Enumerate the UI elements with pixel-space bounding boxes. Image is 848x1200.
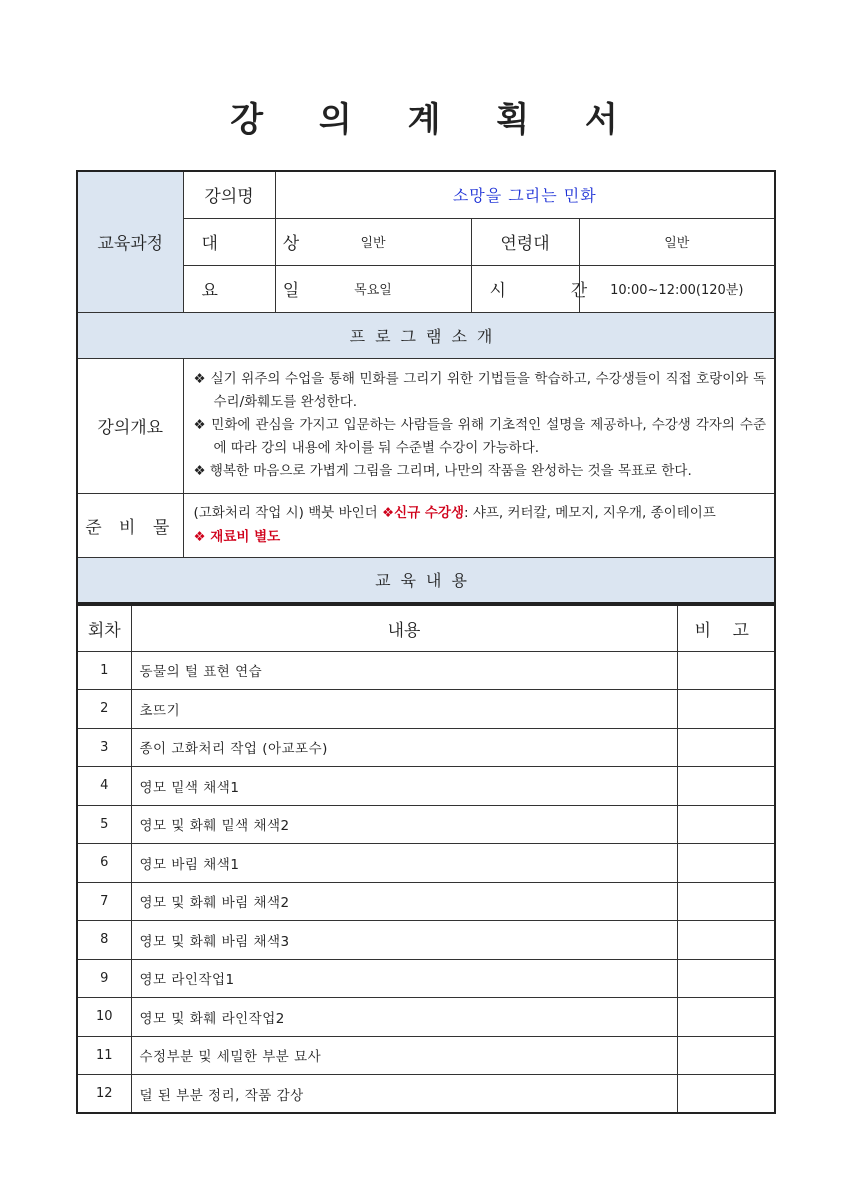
prep-new-items: : 샤프, 커터칼, 메모지, 지우개, 종이테이프 xyxy=(464,505,716,521)
day-value: 목요일 xyxy=(275,265,471,312)
session-note xyxy=(677,882,775,921)
column-session: 회차 xyxy=(77,605,131,651)
age-value: 일반 xyxy=(579,218,775,265)
prep-label: 준 비 물 xyxy=(77,493,183,557)
session-note xyxy=(677,844,775,883)
table-row xyxy=(77,1036,775,1075)
overview-item: ❖ 민화에 관심을 가지고 입문하는 사람들을 위해 기초적인 설명을 제공하나, 수강생 각자의 수준에 따라 강의 내용에 차이를 둬 수준별 수강이 가능하다. xyxy=(193,417,767,456)
page-title: 강 의 계 획 서 xyxy=(230,100,640,140)
table-row xyxy=(77,959,775,998)
age-label: 연령대 xyxy=(471,218,579,265)
column-content: 내용 xyxy=(131,605,677,651)
session-content: 영모 및 화훼 밑색 채색2 xyxy=(131,805,677,844)
session-note xyxy=(677,767,775,806)
session-number: 5 xyxy=(77,805,131,844)
session-number: 6 xyxy=(77,844,131,883)
overview-label: 강의개요 xyxy=(77,358,183,493)
session-number: 12 xyxy=(77,1075,131,1114)
session-number: 2 xyxy=(77,690,131,729)
session-note xyxy=(677,1036,775,1075)
day-label: 요 일 xyxy=(183,265,275,312)
session-note xyxy=(677,651,775,690)
session-note xyxy=(677,805,775,844)
course-name: 소망을 그리는 민화 xyxy=(275,171,775,218)
prep-fee: ❖ 재료비 별도 xyxy=(193,529,281,545)
time-value: 10:00~12:00(120분) xyxy=(579,265,775,312)
session-content: 영모 및 화훼 바림 채색2 xyxy=(131,882,677,921)
overview-list xyxy=(183,358,775,493)
session-number: 1 xyxy=(77,651,131,690)
time-label: 시 간 xyxy=(471,265,579,312)
session-number: 3 xyxy=(77,728,131,767)
course-info-table xyxy=(76,170,776,604)
target-value: 일반 xyxy=(275,218,471,265)
table-row xyxy=(77,921,775,960)
session-number: 7 xyxy=(77,882,131,921)
session-note xyxy=(677,1075,775,1114)
overview-item: ❖ 실기 위주의 수업을 통해 민화를 그리기 위한 기법들을 학습하고, 수강생들이 직접 호랑이와 독수리/화훼도를 완성한다. xyxy=(193,371,767,410)
session-content: 영모 및 화훼 바림 채색3 xyxy=(131,921,677,960)
session-number: 4 xyxy=(77,767,131,806)
session-table xyxy=(76,604,776,1114)
table-row xyxy=(77,690,775,729)
session-content: 종이 고화처리 작업 (아교포수) xyxy=(131,728,677,767)
session-number: 9 xyxy=(77,959,131,998)
content-header: 교육내용 xyxy=(77,557,775,603)
prep-cell xyxy=(183,493,775,557)
session-table-header xyxy=(77,605,775,651)
session-note xyxy=(677,959,775,998)
prep-new-label: ❖신규 수강생 xyxy=(381,505,464,521)
column-note: 비 고 xyxy=(677,605,775,651)
session-number: 10 xyxy=(77,998,131,1037)
session-content: 영모 바림 채색1 xyxy=(131,844,677,883)
course-label: 교육과정 xyxy=(77,171,183,312)
session-content: 동물의 털 표현 연습 xyxy=(131,651,677,690)
session-content: 초뜨기 xyxy=(131,690,677,729)
session-content: 영모 라인작업1 xyxy=(131,959,677,998)
session-content: 영모 및 화훼 라인작업2 xyxy=(131,998,677,1037)
session-content: 덜 된 부분 정리, 작품 감상 xyxy=(131,1075,677,1114)
overview-item: ❖ 행복한 마음으로 가볍게 그림을 그리며, 나만의 작품을 완성하는 것을 목표로 한다. xyxy=(193,463,692,479)
table-row xyxy=(77,998,775,1037)
session-note xyxy=(677,728,775,767)
table-row xyxy=(77,1075,775,1114)
table-row xyxy=(77,651,775,690)
table-row xyxy=(77,767,775,806)
session-number: 8 xyxy=(77,921,131,960)
session-note xyxy=(677,921,775,960)
session-note xyxy=(677,998,775,1037)
table-row xyxy=(77,844,775,883)
session-number: 11 xyxy=(77,1036,131,1075)
session-note xyxy=(677,690,775,729)
prep-text: (고화처리 작업 시) 백붓 바인더 xyxy=(193,505,382,521)
table-row xyxy=(77,882,775,921)
program-header: 프로그램소개 xyxy=(77,312,775,358)
session-content: 수정부분 및 세밀한 부분 묘사 xyxy=(131,1036,677,1075)
target-label: 대 상 xyxy=(183,218,275,265)
session-content: 영모 밑색 채색1 xyxy=(131,767,677,806)
table-row xyxy=(77,728,775,767)
table-row xyxy=(77,805,775,844)
course-name-label: 강의명 xyxy=(183,171,275,218)
